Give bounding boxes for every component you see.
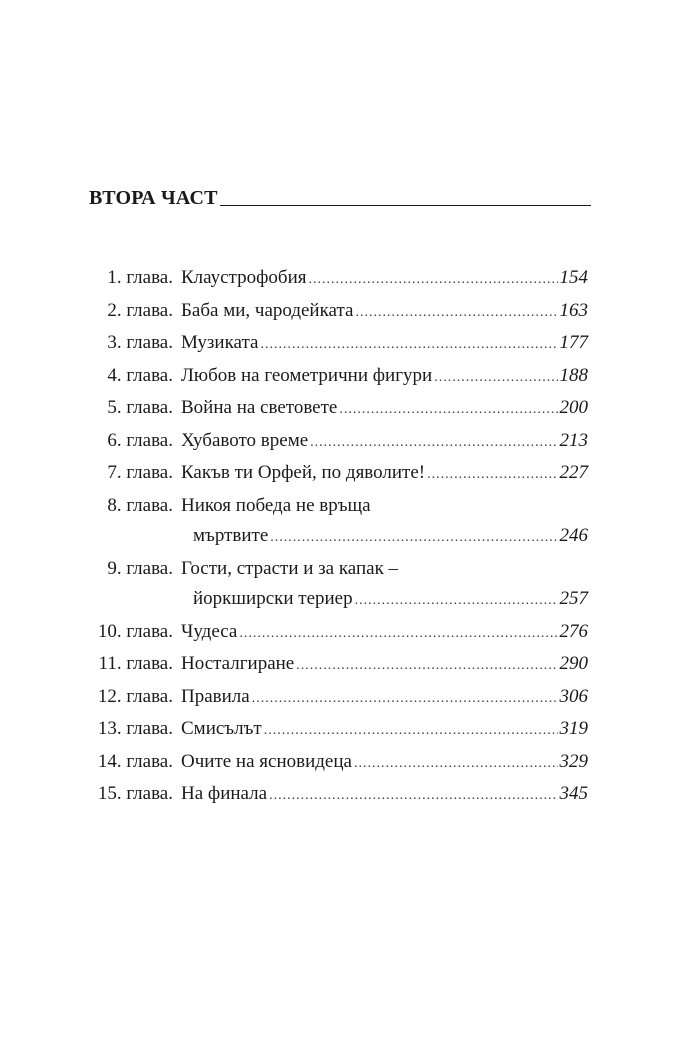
chapter-title-line bbox=[181, 554, 588, 585]
chapter-body bbox=[181, 617, 588, 650]
page-number: 319 bbox=[559, 718, 588, 739]
chapter-number: 14. глава. bbox=[97, 750, 173, 772]
toc-entry bbox=[88, 617, 588, 650]
chapter-title: Чудеса bbox=[181, 620, 238, 642]
chapter-body bbox=[181, 554, 588, 617]
part-title: ВТОРА ЧАСТ bbox=[89, 187, 218, 209]
chapter-body bbox=[181, 779, 588, 812]
chapter-body bbox=[181, 491, 588, 554]
page-number: 154 bbox=[559, 267, 588, 288]
toc-entry bbox=[88, 682, 588, 715]
dot-leader bbox=[355, 298, 557, 329]
chapter-title-line bbox=[181, 714, 588, 747]
dot-leader bbox=[269, 781, 557, 812]
chapter-number: 12. глава. bbox=[97, 685, 173, 707]
chapter-body bbox=[181, 682, 588, 715]
chapter-number: 1. глава. bbox=[107, 267, 173, 288]
chapter-title: Правила bbox=[181, 685, 250, 707]
part-heading bbox=[89, 188, 591, 208]
dot-leader bbox=[270, 523, 557, 554]
chapter-title: Смисълът bbox=[181, 718, 262, 739]
chapter-title: Гости, страсти и за капак – bbox=[181, 557, 399, 579]
page-number: 257 bbox=[559, 588, 588, 609]
chapter-number: 11. глава. bbox=[98, 653, 173, 674]
chapter-title: Музиката bbox=[181, 332, 259, 353]
chapter-number: 4. глава. bbox=[107, 364, 173, 386]
toc-entry bbox=[88, 393, 588, 426]
dot-leader bbox=[339, 395, 557, 426]
dot-leader bbox=[310, 428, 557, 459]
toc-entry bbox=[88, 296, 588, 329]
chapter-title: йоркширски териер bbox=[193, 588, 353, 609]
chapter-body bbox=[181, 649, 588, 682]
chapter-title-line bbox=[181, 263, 588, 296]
chapter-title-line bbox=[181, 649, 588, 682]
page-number: 188 bbox=[559, 364, 588, 386]
page-number: 329 bbox=[559, 750, 588, 772]
chapter-title: Баба ми, чародейката bbox=[181, 299, 354, 321]
dot-leader bbox=[308, 265, 557, 296]
chapter-number: 13. глава. bbox=[97, 718, 173, 739]
page-number: 290 bbox=[559, 653, 588, 674]
chapter-title: Хубавото време bbox=[181, 429, 309, 451]
toc-entry bbox=[88, 458, 588, 491]
chapter-number: 3. глава. bbox=[107, 332, 173, 353]
chapter-title: мъртвите bbox=[193, 525, 269, 546]
toc-entry bbox=[88, 554, 588, 617]
chapter-number: 7. глава. bbox=[107, 462, 173, 483]
chapter-number: 6. глава. bbox=[107, 429, 173, 451]
chapter-title-line bbox=[181, 779, 588, 812]
chapter-title-line bbox=[181, 361, 588, 394]
dot-leader bbox=[434, 363, 557, 394]
page-number: 246 bbox=[559, 525, 588, 546]
chapter-number: 5. глава. bbox=[107, 397, 173, 418]
chapter-title-line bbox=[181, 521, 588, 554]
chapter-title: Никоя победа не връща bbox=[181, 494, 371, 516]
chapter-body bbox=[181, 296, 588, 329]
chapter-title-line bbox=[181, 617, 588, 650]
toc-entry bbox=[88, 491, 588, 554]
dot-leader bbox=[239, 619, 557, 650]
toc-entry bbox=[88, 649, 588, 682]
toc-entry bbox=[88, 263, 588, 296]
dot-leader bbox=[427, 460, 557, 491]
chapter-number: 10. глава. bbox=[97, 620, 173, 642]
chapter-title: Носталгиране bbox=[181, 653, 295, 674]
dot-leader bbox=[296, 651, 557, 682]
chapter-title-line bbox=[181, 328, 588, 361]
chapter-title: Клаустрофобия bbox=[181, 267, 307, 288]
toc-entry bbox=[88, 361, 588, 394]
chapter-title-line bbox=[181, 491, 588, 522]
chapter-title-line bbox=[181, 747, 588, 780]
toc-entry bbox=[88, 426, 588, 459]
page-number: 306 bbox=[559, 685, 588, 707]
chapter-number: 2. глава. bbox=[107, 299, 173, 321]
page-number: 345 bbox=[559, 783, 588, 804]
chapter-body bbox=[181, 361, 588, 394]
chapter-body bbox=[181, 458, 588, 491]
chapter-number: 8. глава. bbox=[107, 494, 173, 516]
chapter-title: Какъв ти Орфей, по дяволите! bbox=[181, 462, 426, 483]
chapter-title-line bbox=[181, 682, 588, 715]
toc-entry bbox=[88, 714, 588, 747]
chapter-title: На финала bbox=[181, 783, 268, 804]
chapter-title: Очите на ясновидеца bbox=[181, 750, 352, 772]
dot-leader bbox=[264, 716, 558, 747]
page-number: 177 bbox=[559, 332, 588, 353]
chapter-title-line bbox=[181, 393, 588, 426]
toc-entry bbox=[88, 747, 588, 780]
page-number: 213 bbox=[559, 429, 588, 451]
chapter-body bbox=[181, 263, 588, 296]
page-number: 200 bbox=[559, 397, 588, 418]
page-number: 276 bbox=[559, 620, 588, 642]
dot-leader bbox=[354, 749, 558, 780]
toc-entry bbox=[88, 328, 588, 361]
page-number: 227 bbox=[559, 462, 588, 483]
dot-leader bbox=[355, 586, 558, 617]
chapter-body bbox=[181, 747, 588, 780]
chapter-body bbox=[181, 426, 588, 459]
chapter-body bbox=[181, 328, 588, 361]
chapter-title-line bbox=[181, 584, 588, 617]
chapter-title-line bbox=[181, 458, 588, 491]
chapter-body bbox=[181, 714, 588, 747]
table-of-contents bbox=[88, 263, 588, 812]
dot-leader bbox=[260, 330, 557, 361]
chapter-title-line bbox=[181, 296, 588, 329]
toc-entry bbox=[88, 779, 588, 812]
chapter-title: Война на световете bbox=[181, 397, 338, 418]
dot-leader bbox=[252, 684, 558, 715]
page-number: 163 bbox=[559, 299, 588, 321]
chapter-number: 9. глава. bbox=[107, 557, 173, 579]
chapter-number: 15. глава. bbox=[97, 783, 173, 804]
part-title-rule bbox=[220, 205, 591, 206]
chapter-title-line bbox=[181, 426, 588, 459]
chapter-title: Любов на геометрични фигури bbox=[181, 364, 433, 386]
chapter-body bbox=[181, 393, 588, 426]
